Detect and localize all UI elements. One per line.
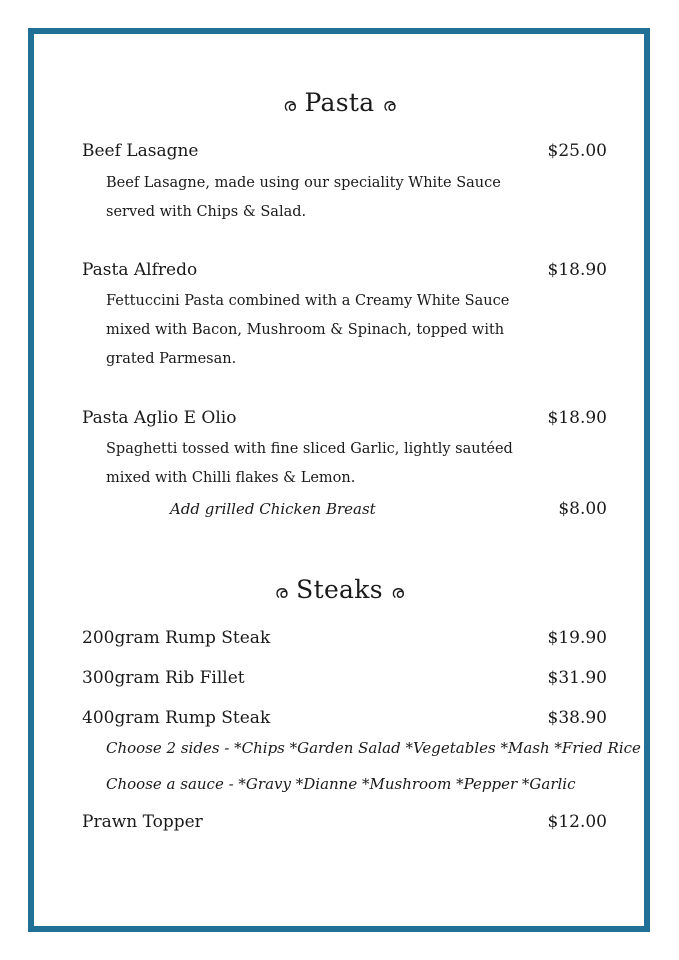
description-line: mixed with Bacon, Mushroom & Spinach, topped with (106, 322, 505, 338)
sauce-note: Choose a sauce - *Gravy *Dianne *Mushroom *Pepper *Garlic (106, 775, 576, 793)
menu-item-description (106, 169, 526, 227)
menu-item-description (106, 287, 526, 374)
description-line: grated Parmesan. (106, 351, 237, 367)
addon-label: Add grilled Chicken Breast (170, 500, 376, 518)
ornament-left-icon: ര (274, 582, 288, 603)
menu-item-price: $12.00 (547, 812, 607, 832)
section-title: Steaks (296, 575, 383, 604)
menu-item-price: $38.90 (547, 708, 607, 728)
menu-item-name: Beef Lasagne (82, 141, 199, 161)
ornament-right-icon: ര (382, 95, 396, 116)
description-line: Beef Lasagne, made using our speciality White Sauce (106, 175, 501, 191)
menu-item-name: 400gram Rump Steak (82, 708, 271, 728)
menu-item-name: 200gram Rump Steak (82, 628, 271, 648)
description-line: Spaghetti tossed with fine sliced Garlic, lightly sautéed (106, 441, 513, 457)
description-line: served with Chips & Salad. (106, 204, 307, 220)
addon-price: $8.00 (558, 499, 607, 519)
menu-item-name: Pasta Aglio E Olio (82, 408, 237, 428)
sides-note: Choose 2 sides - *Chips *Garden Salad *Vegetables *Mash *Fried Rice (106, 739, 641, 757)
menu-item-price: $25.00 (547, 141, 607, 161)
menu-item-price: $19.90 (547, 628, 607, 648)
description-line: mixed with Chilli flakes & Lemon. (106, 470, 356, 486)
menu-item-description (106, 435, 526, 493)
menu-item-price: $18.90 (547, 408, 607, 428)
menu-item-name: Pasta Alfredo (82, 260, 198, 280)
menu-item-name: 300gram Rib Fillet (82, 668, 245, 688)
section-heading-steaks (0, 575, 679, 604)
menu-item-price: $18.90 (547, 260, 607, 280)
ornament-right-icon: ര (391, 582, 405, 603)
section-title: Pasta (304, 88, 375, 117)
description-line: Fettuccini Pasta combined with a Creamy White Sauce (106, 293, 510, 309)
menu-item-name: Prawn Topper (82, 812, 203, 832)
section-heading-pasta (0, 88, 679, 117)
menu-item-price: $31.90 (547, 668, 607, 688)
ornament-left-icon: ര (283, 95, 297, 116)
